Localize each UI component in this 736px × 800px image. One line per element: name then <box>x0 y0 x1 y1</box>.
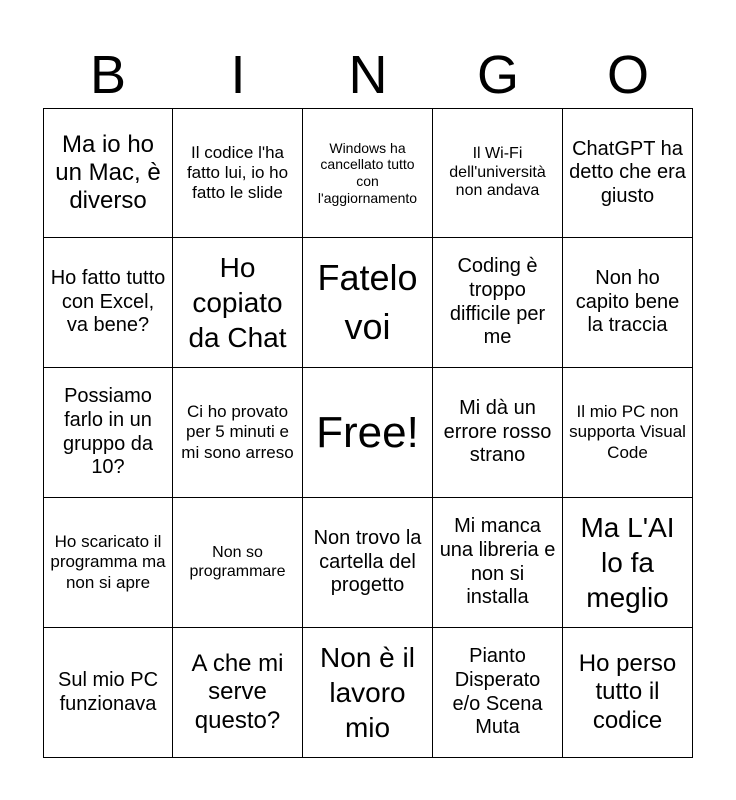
cell-text: Il Wi-Fi dell'università non andava <box>449 144 546 200</box>
header-letter-g: G <box>476 45 519 105</box>
cell-text: Ci ho provato per 5 minuti e mi sono arreso <box>181 402 294 462</box>
header-letter-o: O <box>606 45 649 105</box>
bingo-cell[interactable] <box>173 108 303 238</box>
bingo-cell[interactable] <box>43 628 173 758</box>
bingo-cell[interactable] <box>433 628 563 758</box>
cell-text: Ma L'AI lo fa meglio <box>580 512 675 613</box>
bingo-cell[interactable] <box>433 368 563 498</box>
bingo-cell[interactable] <box>563 238 693 368</box>
cell-text: Sul mio PC funzionava <box>57 668 159 715</box>
cell-text: ChatGPT ha detto che era giusto <box>569 137 686 207</box>
cell-text: Non so programmare <box>189 543 286 580</box>
bingo-cell[interactable] <box>563 498 693 628</box>
cell-text: Non è il lavoro mio <box>320 642 415 743</box>
bingo-cell[interactable] <box>563 628 693 758</box>
cell-text: Ho scaricato il programma ma non si apre <box>50 532 166 592</box>
bingo-cell[interactable] <box>43 498 173 628</box>
free-space[interactable] <box>303 368 433 498</box>
cell-text: Pianto Disperato e/o Scena Muta <box>452 645 543 739</box>
bingo-cell[interactable] <box>433 238 563 368</box>
bingo-cell[interactable] <box>303 628 433 758</box>
bingo-cell[interactable] <box>303 498 433 628</box>
bingo-cell[interactable] <box>43 238 173 368</box>
bingo-cell[interactable] <box>173 628 303 758</box>
bingo-cell[interactable] <box>563 368 693 498</box>
bingo-cell[interactable] <box>173 498 303 628</box>
header-letter-i: I <box>230 45 246 105</box>
bingo-cell[interactable] <box>433 498 563 628</box>
cell-text: Il mio PC non supporta Visual Code <box>569 402 686 462</box>
cell-text: A che mi serve questo? <box>191 650 284 734</box>
cell-text: Possiamo farlo in un gruppo da 10? <box>62 385 154 479</box>
bingo-cell[interactable] <box>43 108 173 238</box>
bingo-cell[interactable] <box>563 108 693 238</box>
cell-text: Mi manca una libreria e non si installa <box>439 515 556 609</box>
cell-text: Ma io ho un Mac, è diverso <box>55 130 161 215</box>
bingo-cell[interactable] <box>173 238 303 368</box>
cell-text: Non ho capito bene la traccia <box>575 267 680 337</box>
cell-text: Free! <box>316 407 419 457</box>
cell-text: Windows ha cancellato tutto con l'aggiornamento <box>317 139 418 206</box>
cell-text: Il codice l'ha fatto lui, io ho fatto le slide <box>186 142 289 203</box>
bingo-grid <box>43 108 693 758</box>
bingo-cell[interactable] <box>303 238 433 368</box>
cell-text: Coding è troppo difficile per me <box>449 255 546 349</box>
cell-text: Ho perso tutto il codice <box>578 650 677 734</box>
bingo-cell[interactable] <box>433 108 563 238</box>
bingo-header <box>43 42 693 108</box>
bingo-cell[interactable] <box>303 108 433 238</box>
header-letter-b: B <box>89 45 127 105</box>
cell-text: Ho copiato da Chat <box>188 252 287 353</box>
cell-text: Non trovo la cartella del progetto <box>313 527 422 597</box>
header-letter-n: N <box>348 45 388 105</box>
cell-text: Mi dà un errore rosso strano <box>443 397 552 467</box>
bingo-cell[interactable] <box>173 368 303 498</box>
bingo-cell[interactable] <box>43 368 173 498</box>
cell-text: Ho fatto tutto con Excel, va bene? <box>50 267 166 337</box>
cell-text: Fatelo voi <box>317 256 418 347</box>
